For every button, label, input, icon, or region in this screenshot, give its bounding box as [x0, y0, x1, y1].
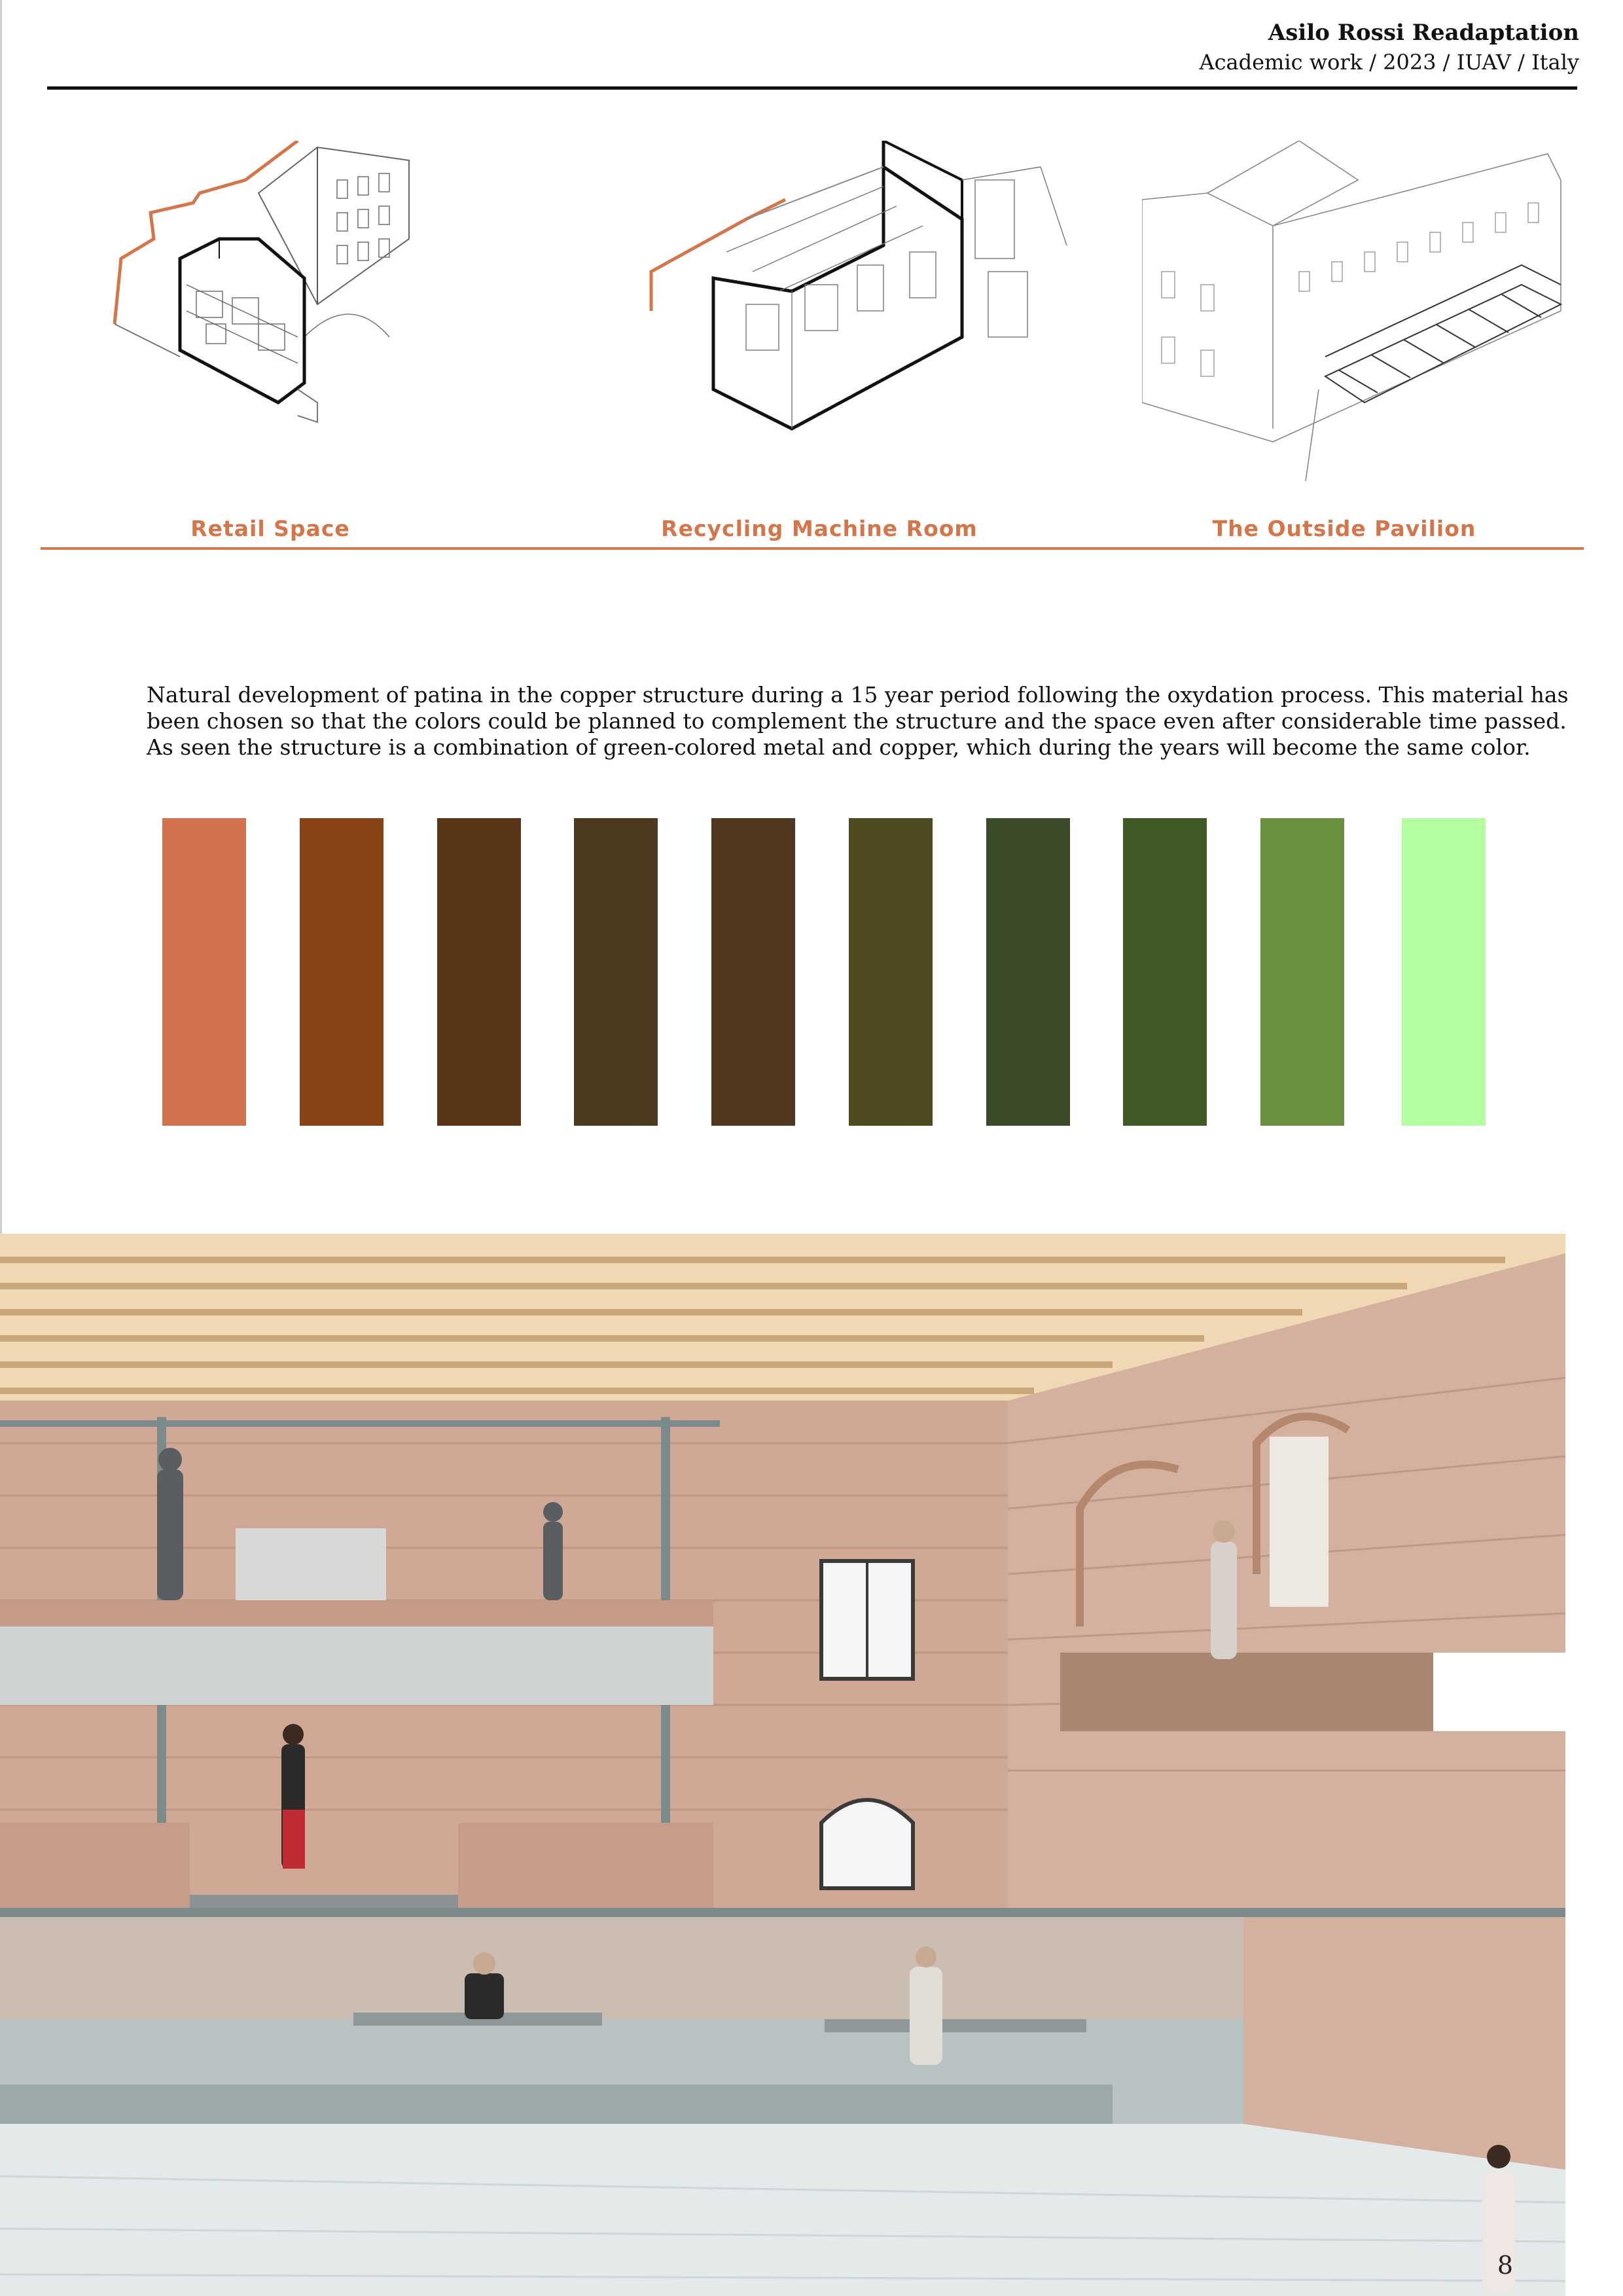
- header-divider: [47, 86, 1577, 90]
- color-swatch: [1260, 818, 1344, 1126]
- color-swatch: [986, 818, 1070, 1126]
- description-line: Natural development of patina in the copper structure during a 15 year period following the oxydation process. This material has: [147, 682, 1569, 708]
- outside-pavilion-diagram: [1142, 141, 1567, 481]
- color-swatch: [1123, 818, 1207, 1126]
- color-swatch: [711, 818, 795, 1126]
- section-divider: [41, 547, 1584, 550]
- description-line: As seen the structure is a combination of green-colored metal and copper, which during the years will become the same color.: [147, 734, 1531, 760]
- outside-pavilion-label: The Outside Pavilion: [1212, 516, 1476, 541]
- color-swatch: [300, 818, 383, 1126]
- color-swatch: [1402, 818, 1486, 1126]
- color-swatch: [574, 818, 658, 1126]
- color-swatch: [849, 818, 933, 1126]
- retail-space-diagram: [101, 141, 527, 481]
- color-swatch: [437, 818, 521, 1126]
- retail-space-label: Retail Space: [190, 516, 350, 541]
- project-title: Asilo Rossi Readaptation: [1268, 20, 1579, 46]
- patina-description: [147, 682, 1569, 761]
- page-number: 8: [1497, 2251, 1513, 2280]
- project-subtitle: Academic work / 2023 / IUAV / Italy: [1199, 50, 1579, 75]
- interior-rendering: [0, 1234, 1565, 2296]
- patina-color-palette: [162, 818, 1486, 1126]
- description-line: been chosen so that the colors could be planned to complement the structure and the space even after considerable time passed.: [147, 708, 1567, 734]
- recycling-room-label: Recycling Machine Room: [661, 516, 978, 541]
- color-swatch: [162, 818, 246, 1126]
- recycling-room-diagram: [648, 141, 1073, 481]
